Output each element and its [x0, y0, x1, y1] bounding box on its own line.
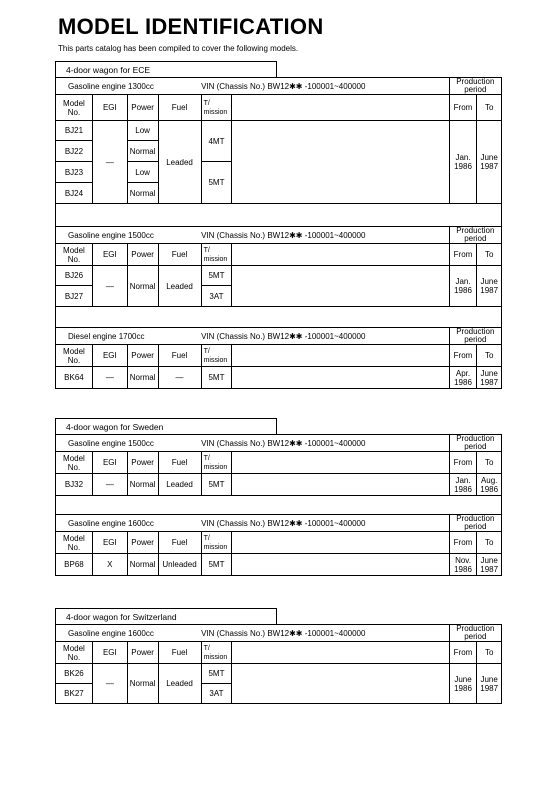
engine-name: Gasoline engine 1500cc [56, 435, 202, 452]
table-row [56, 266, 502, 286]
col-egi: EGI [92, 345, 127, 367]
col-model: Model No. [56, 532, 93, 554]
section-switzerland [55, 608, 502, 704]
col-to: To [477, 244, 502, 266]
engine-table-sweden [55, 434, 502, 576]
power-value: Low [127, 162, 158, 183]
model-no: BJ21 [56, 121, 93, 141]
power-value: Normal [127, 664, 158, 704]
from-value: Apr. 1986 [449, 367, 477, 389]
model-no: BJ24 [56, 183, 93, 204]
egi-value: X [92, 554, 127, 576]
col-to: To [477, 452, 502, 474]
blank-cell [232, 554, 449, 576]
col-blank [232, 244, 449, 266]
model-no: BP68 [56, 554, 93, 576]
col-from: From [449, 345, 477, 367]
power-value: Low [127, 121, 158, 141]
col-power: Power [127, 95, 158, 121]
from-value: Jan. 1986 [449, 121, 477, 204]
tmission-value: 5MT [201, 474, 232, 496]
page-title: MODEL IDENTIFICATION [58, 14, 324, 39]
spacer-row [56, 204, 502, 227]
column-header-row [56, 642, 502, 664]
col-tmission: T/ mission [201, 452, 232, 474]
engine-header-row [56, 625, 502, 642]
from-value: June 1986 [449, 664, 477, 704]
section-ece [55, 61, 502, 389]
spacer-row [56, 307, 502, 328]
col-blank [232, 452, 449, 474]
col-egi: EGI [92, 452, 127, 474]
column-header-row [56, 345, 502, 367]
column-header-row [56, 95, 502, 121]
egi-value: — [92, 121, 127, 204]
col-from: From [449, 532, 477, 554]
col-model: Model No. [56, 244, 93, 266]
col-model: Model No. [56, 345, 93, 367]
fuel-value: Leaded [158, 664, 201, 704]
col-fuel: Fuel [158, 532, 201, 554]
engine-name: Gasoline engine 1600cc [56, 515, 202, 532]
vin-range: VIN (Chassis No.) BW12✱✱ -100001~400000 [201, 515, 449, 532]
col-blank [232, 95, 449, 121]
col-tmission: T/ mission [201, 244, 232, 266]
to-value: June 1987 [477, 121, 502, 204]
power-value: Normal [127, 141, 158, 162]
col-model: Model No. [56, 642, 93, 664]
table-row [56, 121, 502, 141]
to-value: June 1987 [477, 367, 502, 389]
col-tmission: T/ mission [201, 95, 232, 121]
egi-value: — [92, 266, 127, 307]
to-value: June 1987 [477, 266, 502, 307]
engine-header-row [56, 78, 502, 95]
col-tmission: T/ mission [201, 642, 232, 664]
table-row [56, 474, 502, 496]
tmission-value: 3AT [201, 684, 232, 704]
production-period-header: Production period [449, 515, 501, 532]
egi-value: — [92, 474, 127, 496]
vin-range: VIN (Chassis No.) BW12✱✱ -100001~400000 [201, 328, 449, 345]
table-row [56, 554, 502, 576]
model-no: BJ32 [56, 474, 93, 496]
to-value: June 1987 [477, 664, 502, 704]
fuel-value: Leaded [158, 474, 201, 496]
to-value: June 1987 [477, 554, 502, 576]
egi-value: — [92, 367, 127, 389]
engine-name: Diesel engine 1700cc [56, 328, 202, 345]
production-period-header: Production period [449, 78, 501, 95]
model-no: BK64 [56, 367, 93, 389]
col-model: Model No. [56, 452, 93, 474]
engine-header-row [56, 227, 502, 244]
vin-range: VIN (Chassis No.) BW12✱✱ -100001~400000 [201, 625, 449, 642]
col-egi: EGI [92, 642, 127, 664]
col-power: Power [127, 244, 158, 266]
production-period-header: Production period [449, 435, 501, 452]
production-period-header: Production period [449, 227, 501, 244]
fuel-value: Leaded [158, 121, 201, 204]
from-value: Jan. 1986 [449, 474, 477, 496]
col-from: From [449, 642, 477, 664]
column-header-row [56, 452, 502, 474]
col-power: Power [127, 642, 158, 664]
egi-value: — [92, 664, 127, 704]
spacer-row [56, 496, 502, 515]
column-header-row [56, 532, 502, 554]
vin-range: VIN (Chassis No.) BW12✱✱ -100001~400000 [201, 78, 449, 95]
production-period-header: Production period [449, 625, 501, 642]
blank-cell [232, 367, 449, 389]
blank-cell [232, 474, 449, 496]
col-blank [232, 532, 449, 554]
engine-table-ece [55, 77, 502, 389]
from-value: Jan. 1986 [449, 266, 477, 307]
fuel-value: Leaded [158, 266, 201, 307]
engine-name: Gasoline engine 1300cc [56, 78, 202, 95]
engine-header-row [56, 435, 502, 452]
fuel-value: — [158, 367, 201, 389]
fuel-value: Unleaded [158, 554, 201, 576]
power-value: Normal [127, 554, 158, 576]
vin-range: VIN (Chassis No.) BW12✱✱ -100001~400000 [201, 435, 449, 452]
col-blank [232, 642, 449, 664]
blank-cell [232, 266, 449, 307]
engine-table-switzerland [55, 624, 502, 704]
model-no: BJ26 [56, 266, 93, 286]
engine-name: Gasoline engine 1500cc [56, 227, 202, 244]
tmission-value: 5MT [201, 367, 232, 389]
section-sweden [55, 418, 502, 576]
power-value: Normal [127, 367, 158, 389]
table-row [56, 367, 502, 389]
section-label: 4-door wagon for ECE [55, 61, 277, 77]
col-power: Power [127, 452, 158, 474]
tmission-value: 4MT [201, 121, 232, 162]
col-power: Power [127, 532, 158, 554]
blank-cell [232, 664, 449, 704]
col-from: From [449, 244, 477, 266]
page-subtitle: This parts catalog has been compiled to cover the following models. [58, 44, 299, 53]
engine-header-row [56, 328, 502, 345]
col-model: Model No. [56, 95, 93, 121]
power-value: Normal [127, 266, 158, 307]
col-to: To [477, 532, 502, 554]
model-no: BJ22 [56, 141, 93, 162]
col-blank [232, 345, 449, 367]
power-value: Normal [127, 183, 158, 204]
model-no: BK26 [56, 664, 93, 684]
col-from: From [449, 452, 477, 474]
model-no: BJ23 [56, 162, 93, 183]
col-egi: EGI [92, 244, 127, 266]
to-value: Aug. 1986 [477, 474, 502, 496]
col-power: Power [127, 345, 158, 367]
col-to: To [477, 345, 502, 367]
col-egi: EGI [92, 532, 127, 554]
tmission-value: 5MT [201, 664, 232, 684]
production-period-header: Production period [449, 328, 501, 345]
tmission-value: 5MT [201, 266, 232, 286]
tmission-value: 5MT [201, 162, 232, 204]
engine-header-row [56, 515, 502, 532]
col-fuel: Fuel [158, 345, 201, 367]
from-value: Nov. 1986 [449, 554, 477, 576]
col-fuel: Fuel [158, 452, 201, 474]
col-fuel: Fuel [158, 244, 201, 266]
tmission-value: 3AT [201, 286, 232, 307]
section-label: 4-door wagon for Switzerland [55, 608, 277, 624]
tmission-value: 5MT [201, 554, 232, 576]
power-value: Normal [127, 474, 158, 496]
section-label: 4-door wagon for Sweden [55, 418, 277, 434]
column-header-row [56, 244, 502, 266]
engine-name: Gasoline engine 1600cc [56, 625, 202, 642]
col-egi: EGI [92, 95, 127, 121]
col-from: From [449, 95, 477, 121]
col-tmission: T/ mission [201, 532, 232, 554]
model-no: BJ27 [56, 286, 93, 307]
table-row [56, 664, 502, 684]
model-no: BK27 [56, 684, 93, 704]
vin-range: VIN (Chassis No.) BW12✱✱ -100001~400000 [201, 227, 449, 244]
blank-cell [232, 121, 449, 204]
col-tmission: T/ mission [201, 345, 232, 367]
col-fuel: Fuel [158, 642, 201, 664]
col-to: To [477, 95, 502, 121]
col-to: To [477, 642, 502, 664]
col-fuel: Fuel [158, 95, 201, 121]
